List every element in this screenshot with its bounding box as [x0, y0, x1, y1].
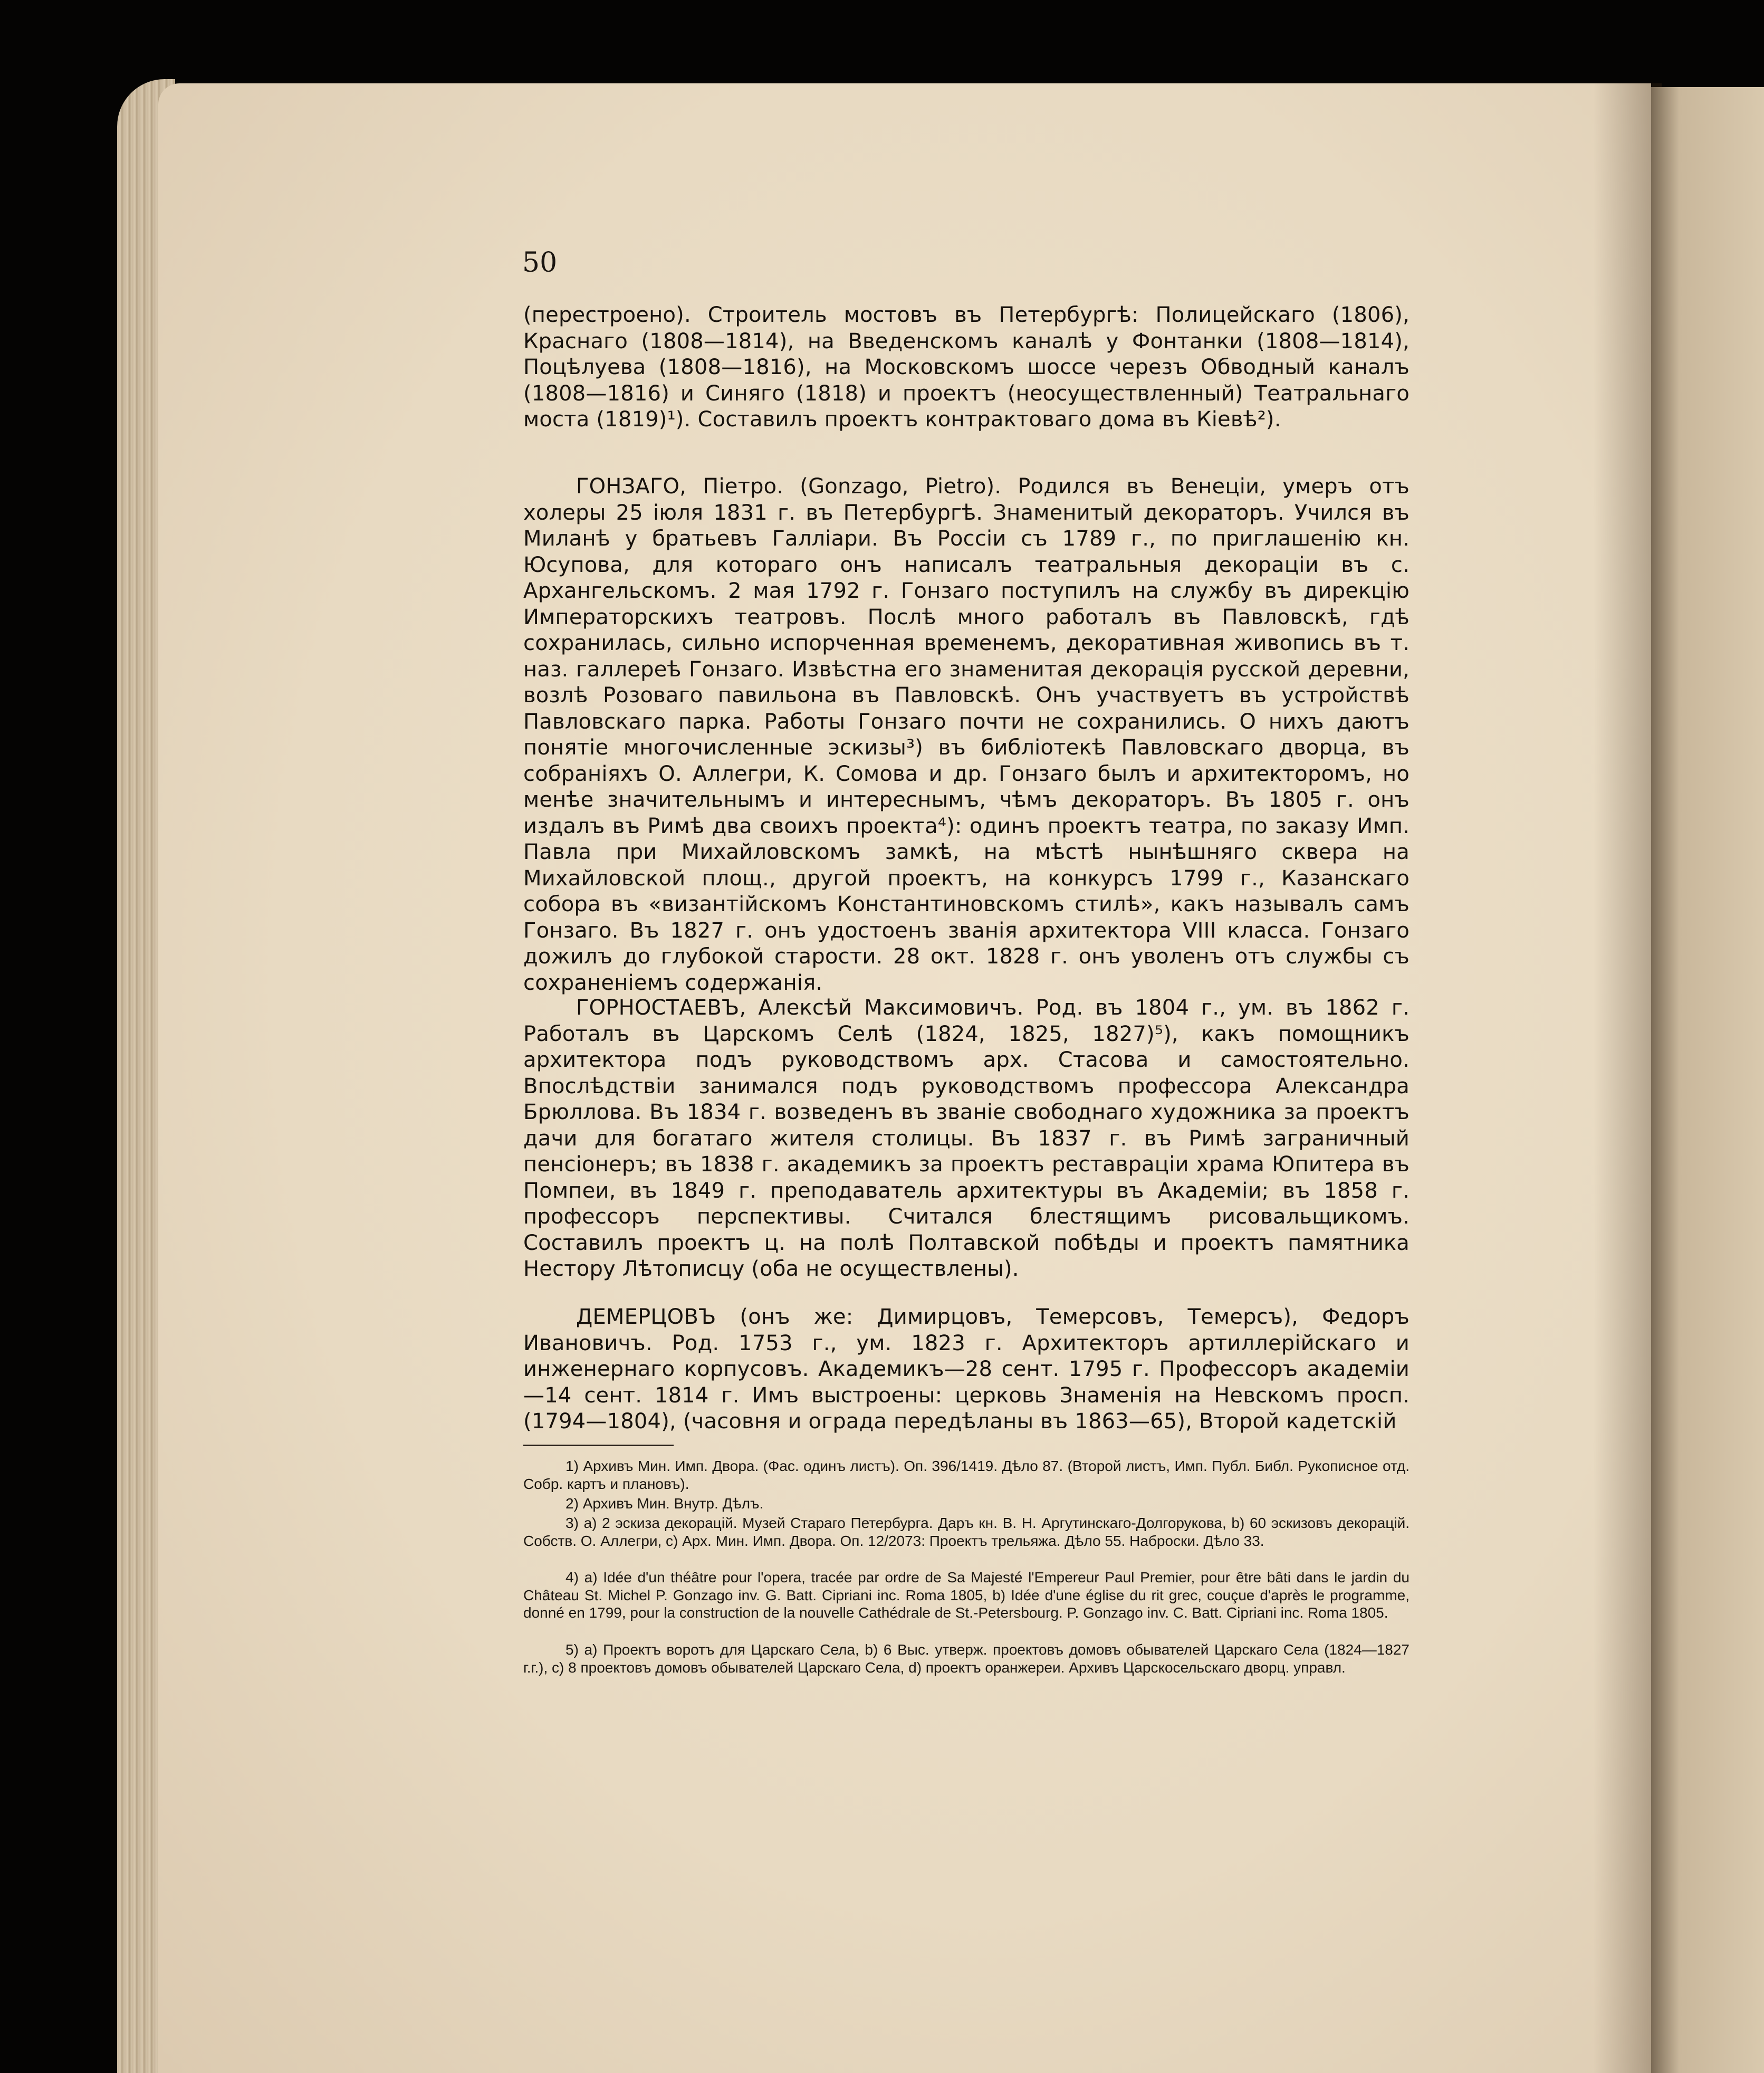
paragraph-gonzago: ГОНЗАГО, Піетро. (Gonzago, Pietro). Родился въ Венеціи, умеръ отъ холеры 25 іюля 1831 г. въ Петербургѣ. Знаменитый декораторъ. Учился въ Миланѣ у братьевъ Галліари. Въ Россіи съ 1789 г., по приглашенію кн. Юсупова, для котораго онъ написалъ театральныя декораціи въ с. Архангельскомъ. 2 мая 1792 г. Гонзаго поступилъ на службу въ дирекцію Императорскихъ театровъ. Послѣ много работалъ въ Павловскѣ, гдѣ сохранилась, сильно испорченная временемъ, декоративная живопись въ т. наз. галлереѣ Гонзаго. Извѣстна его знаменитая декорація русской деревни, возлѣ Розоваго павильона въ Павловскѣ. Онъ участвуетъ въ устройствѣ Павловскаго парка. Работы Гонзаго почти не сохранились. О нихъ даютъ понятіе многочисленные эскизы³) въ библіотекѣ Павловскаго дворца, въ собраніяхъ О. Аллегри, К. Сомова и др. Гонзаго былъ и архитекторомъ, но менѣе значительнымъ и интереснымъ, чѣмъ декораторъ. Въ 1805 г. онъ издалъ въ Римѣ два своихъ проекта⁴): одинъ проектъ театра, по заказу Имп. Павла при Михайловскомъ замкѣ, на мѣстѣ нынѣшняго сквера на Михайловской площ., другой проектъ, на конкурсъ 1799 г., Казанскаго собора въ «византійскомъ Константиновскомъ стилѣ», какъ называлъ самъ Гонзаго. Въ 1827 г. онъ удостоенъ званія архитектора VIII класса. Гонзаго дожилъ до глубокой старости. 28 окт. 1828 г. онъ уволенъ отъ службы съ сохраненіемъ содержанія.: [523, 474, 1410, 995]
footnote-text: Архивъ Мин. Имп. Двора. (Фас. одинъ листъ). Оп. 396/1419. Дѣло 87. (Второй листъ, Имп. Публ. Библ. Рукописное отд. Собр. картъ и плановъ).: [523, 1458, 1410, 1492]
paragraph-continuation: (перестроено). Строитель мостовъ въ Петербургѣ: Полицейскаго (1806), Краснаго (1808—1814), на Введенскомъ каналѣ у Фонтанки (1808—1814), Поцѣлуева (1808—1816), на Московскомъ шоссе черезъ Обводный каналъ (1808—1816) и Синяго (1818) и проектъ (неосуществленный) Театральнаго моста (1819)¹). Составилъ проектъ контрактоваго дома въ Кіевѣ²).: [523, 303, 1410, 432]
footnote-2: [523, 1495, 1410, 1513]
page-number: 50: [522, 247, 558, 279]
paragraph-demertsov: ДЕМЕРЦОВЪ (онъ же: Димирцовъ, Темерсовъ, Темерсъ), Федоръ Ивановичъ. Род. 1753 г., ум. 1823 г. Архитекторъ артиллерійскаго и инженернаго корпусовъ. Академикъ—28 сент. 1795 г. Профессоръ академіи—14 сент. 1814 г. Имъ выстроены: церковь Знаменія на Невскомъ просп. (1794—1804), (часовня и ограда передѣланы въ 1863—65), Второй кадетскій: [523, 1305, 1410, 1434]
footnote-text: а) 2 эскиза декорацій. Музей Стараго Петербурга. Даръ кн. В. Н. Аргутинскаго-Долгорукова, b) 60 эскизовъ декорацій. Собств. О. Аллегри, с) Арх. Мин. Имп. Двора. Оп. 12/2073: Проектъ трельяжа. Дѣло 55. Наброски. Дѣло 33.: [523, 1515, 1410, 1549]
paragraph-gornostaev: ГОРНОСТАЕВЪ, Алексѣй Максимовичъ. Род. въ 1804 г., ум. въ 1862 г. Работалъ въ Царскомъ Селѣ (1824, 1825, 1827)⁵), какъ помощникъ архитектора подъ руководствомъ арх. Стасова и самостоятельно. Впослѣдствіи занимался подъ руководствомъ профессора Александра Брюллова. Въ 1834 г. возведенъ въ званіе свободнаго художника за проектъ дачи для богатаго жителя столицы. Въ 1837 г. въ Римѣ заграничный пенсіонеръ; въ 1838 г. академикъ за проектъ реставраціи храма Юпитера въ Помпеи, въ 1849 г. преподаватель архитектуры въ Академіи; въ 1858 г. профессоръ перспективы. Считался блестящимъ рисовальщикомъ. Составилъ проектъ ц. на полѣ Полтавской побѣды и проектъ памятника Нестору Лѣтописцу (оба не осуществлены).: [523, 996, 1410, 1281]
footnote-rule: [523, 1445, 674, 1446]
footnote-mark: 5): [565, 1641, 579, 1658]
footnote-mark: 1): [565, 1458, 579, 1474]
footnote-1: [523, 1457, 1410, 1493]
footnote-text: Архивъ Мин. Внутр. Дѣлъ.: [582, 1495, 764, 1512]
footnote-mark: 3): [565, 1515, 579, 1531]
footnote-text: а) Проектъ воротъ для Царскаго Села, b) 6 Выс. утверж. проектовъ домовъ обывателей Царскаго Села (1824—1827 г.г.), с) 8 проектовъ домовъ обывателей Царскаго Села, d) проектъ оранжереи. Архивъ Царскосельскаго дворц. управл.: [523, 1641, 1410, 1676]
footnote-4: [523, 1569, 1410, 1622]
footnote-3: [523, 1514, 1410, 1550]
footnote-5: [523, 1641, 1410, 1676]
footnote-text: а) Idée d'un théâtre pour l'opera, tracée par ordre de Sa Majesté l'Empereur Paul Premier, pour être bâti dans le jardin du Château St. Michel P. Gonzago inv. G. Batt. Cipriani inc. Roma 1805, b) Idée d'une église du rit grec, couçue d'après le programme, donné en 1799, pour la construction de la nouvelle Cathédrale de St.-Petersbourg. P. Gonzago inv. C. Batt. Cipriani inc. Roma 1805.: [523, 1569, 1410, 1621]
footnote-mark: 2): [565, 1495, 579, 1512]
facing-page-edge: [1651, 87, 1764, 2073]
footnote-mark: 4): [565, 1569, 579, 1585]
